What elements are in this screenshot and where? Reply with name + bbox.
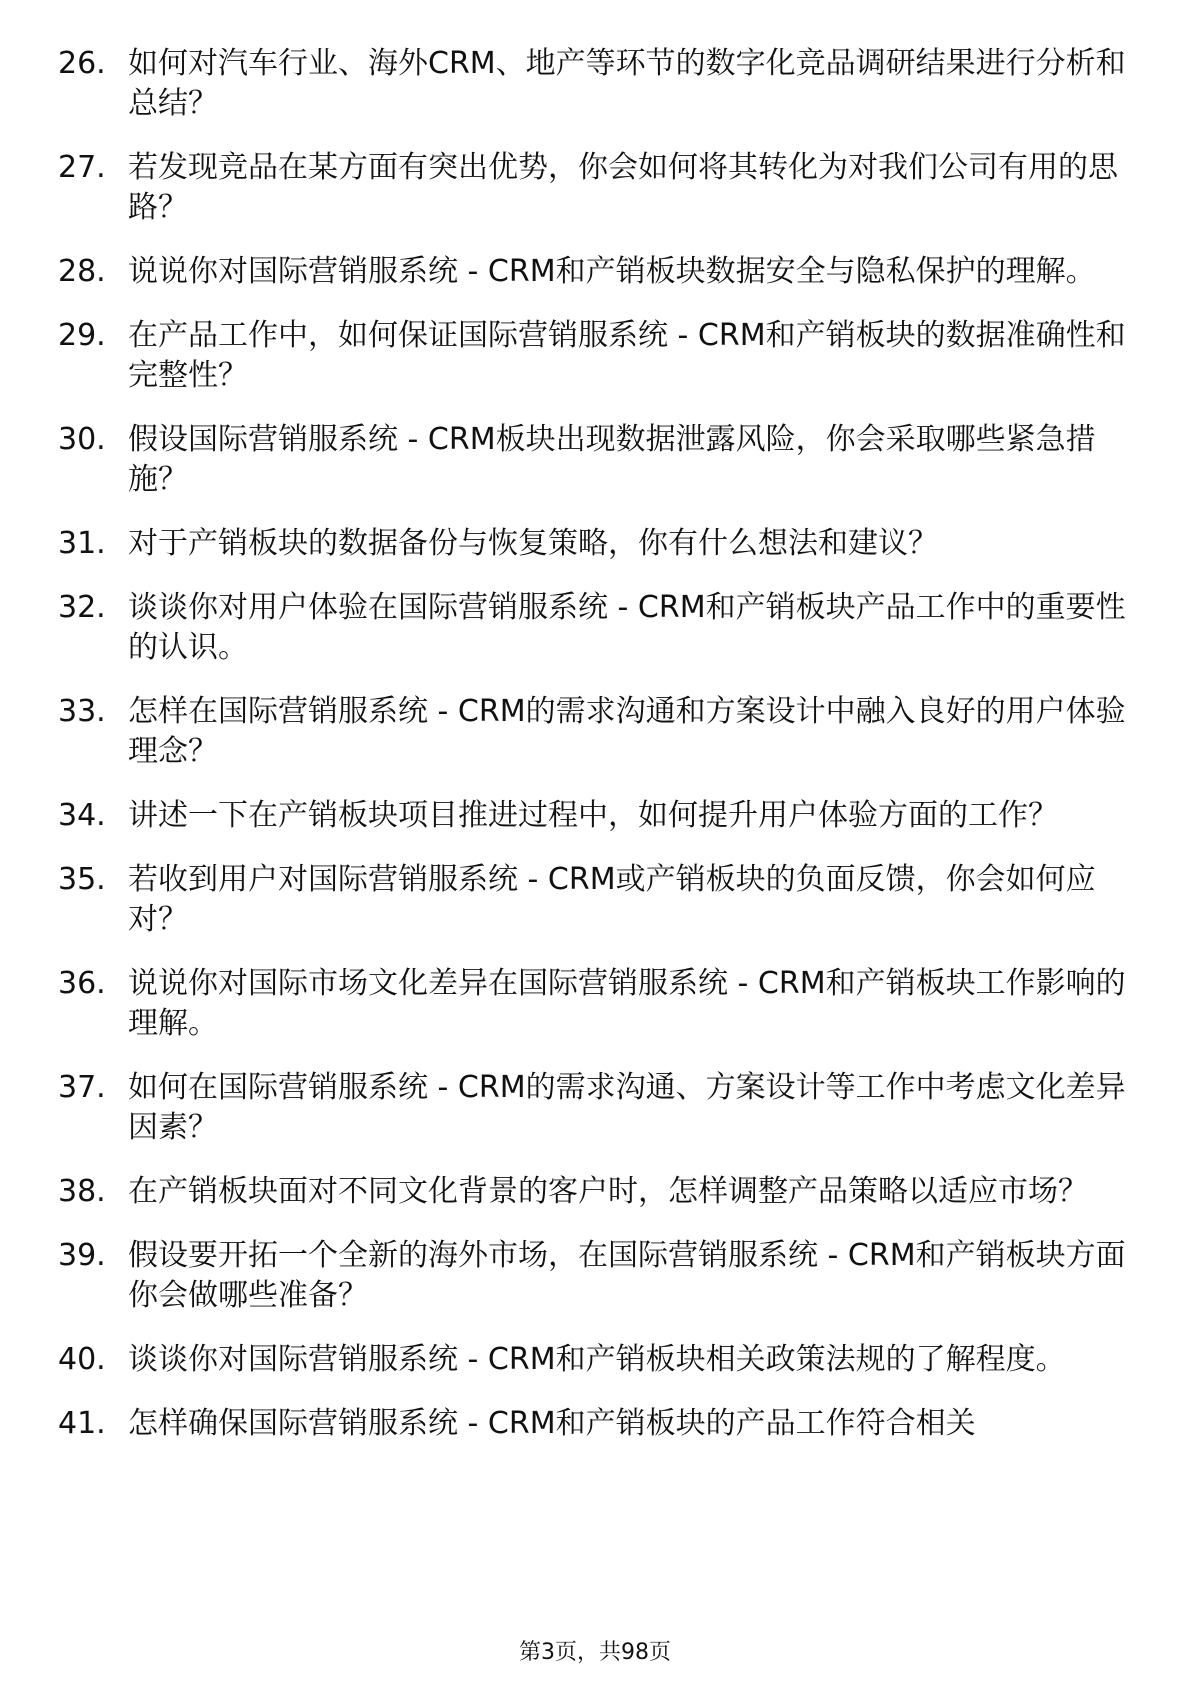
question-text: 说说你对国际市场文化差异在国际营销服系统 - CRM和产销板块工作影响的理解。 bbox=[128, 966, 1126, 1041]
question-number: 32. bbox=[58, 590, 106, 625]
question-text: 若发现竞品在某方面有突出优势，你会如何将其转化为对我们公司有用的思路？ bbox=[128, 150, 1118, 225]
question-number: 40. bbox=[58, 1342, 106, 1377]
question-list bbox=[0, 44, 1190, 1468]
question-text: 假设国际营销服系统 - CRM板块出现数据泄露风险，你会采取哪些紧急措施？ bbox=[128, 422, 1096, 497]
question-item bbox=[0, 1172, 1190, 1212]
question-text: 对于产销板块的数据备份与恢复策略，你有什么想法和建议？ bbox=[128, 526, 938, 561]
question-item bbox=[0, 1236, 1190, 1316]
question-text: 如何在国际营销服系统 - CRM的需求沟通、方案设计等工作中考虑文化差异因素？ bbox=[128, 1070, 1126, 1145]
question-text: 假设要开拓一个全新的海外市场，在国际营销服系统 - CRM和产销板块方面你会做哪些准备？ bbox=[128, 1238, 1126, 1313]
page-footer bbox=[0, 1635, 1190, 1666]
page-number-label: 第3页，共98页 bbox=[519, 1640, 671, 1665]
question-text: 怎样在国际营销服系统 - CRM的需求沟通和方案设计中融入良好的用户体验理念？ bbox=[128, 694, 1126, 769]
question-item bbox=[0, 1068, 1190, 1148]
question-text: 在产品工作中，如何保证国际营销服系统 - CRM和产销板块的数据准确性和完整性？ bbox=[128, 318, 1126, 393]
question-number: 36. bbox=[58, 966, 106, 1001]
question-item bbox=[0, 148, 1190, 228]
question-item bbox=[0, 1340, 1190, 1380]
question-number: 26. bbox=[58, 46, 106, 81]
question-item bbox=[0, 1404, 1190, 1444]
question-item bbox=[0, 44, 1190, 124]
question-number: 31. bbox=[58, 526, 106, 561]
question-number: 38. bbox=[58, 1174, 106, 1209]
question-number: 35. bbox=[58, 862, 106, 897]
question-number: 33. bbox=[58, 694, 106, 729]
question-number: 30. bbox=[58, 422, 106, 457]
question-item bbox=[0, 796, 1190, 836]
question-item bbox=[0, 316, 1190, 396]
question-item bbox=[0, 524, 1190, 564]
question-number: 34. bbox=[58, 798, 106, 833]
question-text: 在产销板块面对不同文化背景的客户时，怎样调整产品策略以适应市场？ bbox=[128, 1174, 1088, 1209]
question-item bbox=[0, 420, 1190, 500]
question-text: 如何对汽车行业、海外CRM、地产等环节的数字化竞品调研结果进行分析和总结？ bbox=[128, 46, 1126, 121]
question-item bbox=[0, 692, 1190, 772]
question-number: 27. bbox=[58, 150, 106, 185]
question-text: 谈谈你对用户体验在国际营销服系统 - CRM和产销板块产品工作中的重要性的认识。 bbox=[128, 590, 1126, 665]
question-item bbox=[0, 964, 1190, 1044]
question-item bbox=[0, 860, 1190, 940]
question-number: 28. bbox=[58, 254, 106, 289]
question-number: 37. bbox=[58, 1070, 106, 1105]
question-text: 怎样确保国际营销服系统 - CRM和产销板块的产品工作符合相关 bbox=[128, 1406, 976, 1441]
question-text: 讲述一下在产销板块项目推进过程中，如何提升用户体验方面的工作？ bbox=[128, 798, 1058, 833]
question-number: 39. bbox=[58, 1238, 106, 1273]
question-number: 41. bbox=[58, 1406, 106, 1441]
question-item bbox=[0, 252, 1190, 292]
question-item bbox=[0, 588, 1190, 668]
question-text: 若收到用户对国际营销服系统 - CRM或产销板块的负面反馈，你会如何应对？ bbox=[128, 862, 1096, 937]
question-number: 29. bbox=[58, 318, 106, 353]
question-text: 说说你对国际营销服系统 - CRM和产销板块数据安全与隐私保护的理解。 bbox=[128, 254, 1096, 289]
question-text: 谈谈你对国际营销服系统 - CRM和产销板块相关政策法规的了解程度。 bbox=[128, 1342, 1066, 1377]
